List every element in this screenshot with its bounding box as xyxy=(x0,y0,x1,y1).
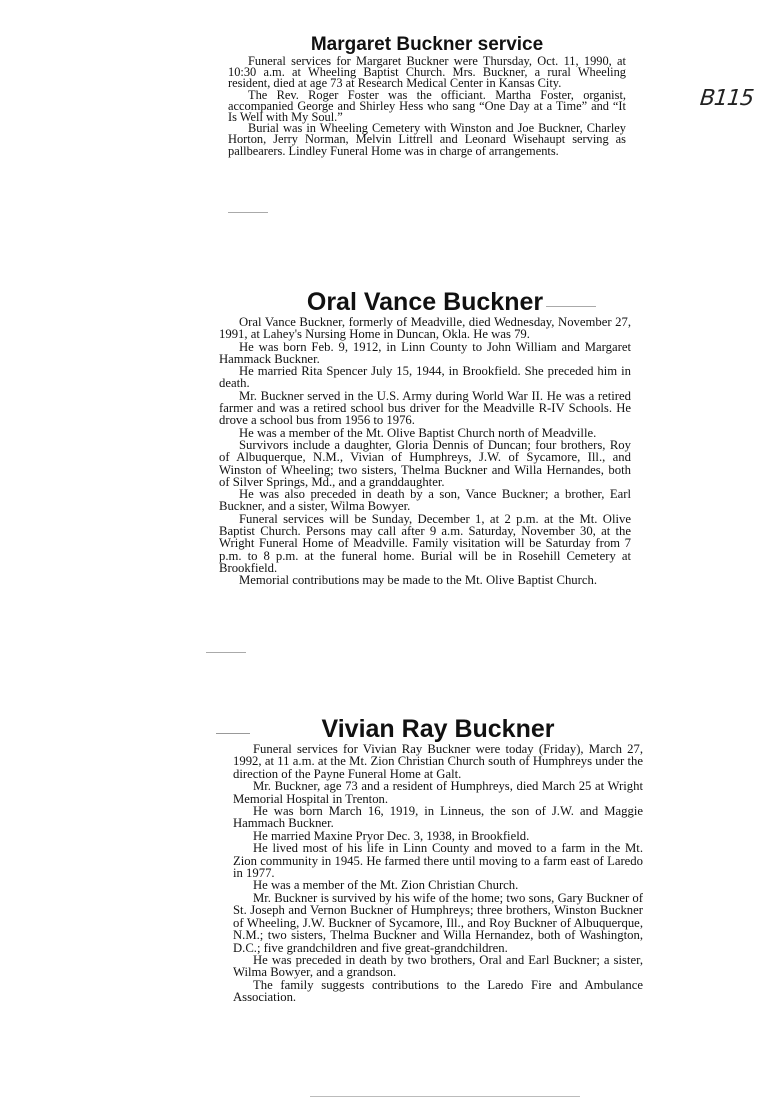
paragraph: He was a member of the Mt. Olive Baptist Church north of Meadville. xyxy=(239,425,597,440)
paragraph: Mr. Buckner is survived by his wife of the home; two sons, Gary Buckner of St. Joseph and Vernon Buckner of Humphreys; three brothers, Winston Buckner of Wheeling, J.W. Buckner of Sycamore, Ill., and Roy Buckner of Albuquerque, N.M.; two sisters, Thelma Buckner and Willa Hernandez, both of Washington, D.C.; five grandchildren and five great-grandchildren. xyxy=(233,890,643,955)
paragraph: Funeral services will be Sunday, December 1, at 2 p.m. at the Mt. Olive Baptist Church. Persons may call after 9 a.m. Saturday, November 30, at the Wright Funeral Home of Meadville. Family visitation will be Saturday from 7 p.m. to 8 p.m. at the funeral home. Burial will be in Rosehill Cemetery at Brookfield. xyxy=(219,511,631,575)
scan-artifact-line xyxy=(546,306,596,307)
paragraph: He lived most of his life in Linn County and moved to a farm in the Mt. Zion community in 1945. He farmed there until moving to a farm east of Laredo in 1977. xyxy=(233,841,643,881)
paragraph: Funeral services for Vivian Ray Buckner were today (Friday), March 27, 1992, at 11 a.m. at the Mt. Zion Christian Church south of Humphreys under the direction of the Payne Funeral Home at Galt. xyxy=(233,742,643,781)
paragraph: He was born Feb. 9, 1912, in Linn County to John William and Margaret Hammack Buckner. xyxy=(219,339,631,366)
paragraph: He was a member of the Mt. Zion Christian Church. xyxy=(253,878,519,893)
obituary-oral-vance-buckner xyxy=(219,288,631,587)
scan-artifact-line xyxy=(310,1096,580,1097)
paragraph: He married Maxine Pryor Dec. 3, 1938, in Brookfield. xyxy=(253,828,530,843)
handwritten-page-number: B115 xyxy=(698,86,755,111)
paragraph: He was also preceded in death by a son, Vance Buckner; a brother, Earl Buckner, and a sister, Wilma Bowyer. xyxy=(219,487,631,514)
paragraph: He was preceded in death by two brothers, Oral and Earl Buckner; a sister, Wilma Bowyer, and a grandson. xyxy=(233,952,643,980)
paragraph: Memorial contributions may be made to the Mt. Olive Baptist Church. xyxy=(239,573,598,588)
paragraph: The Rev. Roger Foster was the officiant. Martha Foster, organist, accompanied George and Shirley Hess who sang “One Day at a Time” and “It Is Well with My Soul.” xyxy=(228,87,626,125)
paragraph: He was born March 16, 1919, in Linneus, the son of J.W. and Maggie Hammach Buckner. xyxy=(233,804,643,831)
paragraph: He married Rita Spencer July 15, 1944, in Brookfield. She preceded him in death. xyxy=(219,364,631,391)
headline: Vivian Ray Buckner xyxy=(321,715,555,743)
headline: Margaret Buckner service xyxy=(310,34,544,55)
paragraph: Mr. Buckner, age 73 and a resident of Humphreys, died March 25 at Wright Memorial Hospital in Trenton. xyxy=(233,779,643,806)
paragraph: Funeral services for Margaret Buckner were Thursday, Oct. 11, 1990, at 10:30 a.m. at Wheeling Baptist Church. Mrs. Buckner, a rural Wheeling resident, died at age 73 at Research Medical Center in Kansas City. xyxy=(228,54,626,91)
paragraph: Burial was in Wheeling Cemetery with Winston and Joe Buckner, Charley Horton, Jerry Norman, Melvin Littrell and Leonard Wisehaupt serving as pallbearers. Lindley Funeral Home was in charge of arrangements. xyxy=(228,121,626,158)
paragraph: The family suggests contributions to the Laredo Fire and Ambulance Association. xyxy=(233,977,643,1005)
headline: Oral Vance Buckner xyxy=(306,288,544,316)
paragraph: Oral Vance Buckner, formerly of Meadville, died Wednesday, November 27, 1991, at Lahey's Nursing Home in Duncan, Okla. He was 79. xyxy=(219,315,631,342)
scan-artifact-line xyxy=(216,733,250,734)
paragraph: Survivors include a daughter, Gloria Dennis of Duncan; four brothers, Roy of Albuquerque, N.M., Vivian of Humphreys, J.W. of Sycamore, Ill., and Winston of Wheeling; two sisters, Thelma Buckner and Willa Hernandes, both of Silver Springs, Md., and a granddaughter. xyxy=(219,437,631,489)
paragraph: Mr. Buckner served in the U.S. Army during World War II. He was a retired farmer and was a retired school bus driver for the Meadville R-IV Schools. He drove a school bus from 1956 to 1976. xyxy=(219,388,631,428)
scan-artifact-line xyxy=(228,212,268,213)
obituary-margaret-buckner xyxy=(228,34,626,157)
scan-artifact-line xyxy=(206,652,246,653)
obituary-vivian-ray-buckner xyxy=(233,715,643,1004)
